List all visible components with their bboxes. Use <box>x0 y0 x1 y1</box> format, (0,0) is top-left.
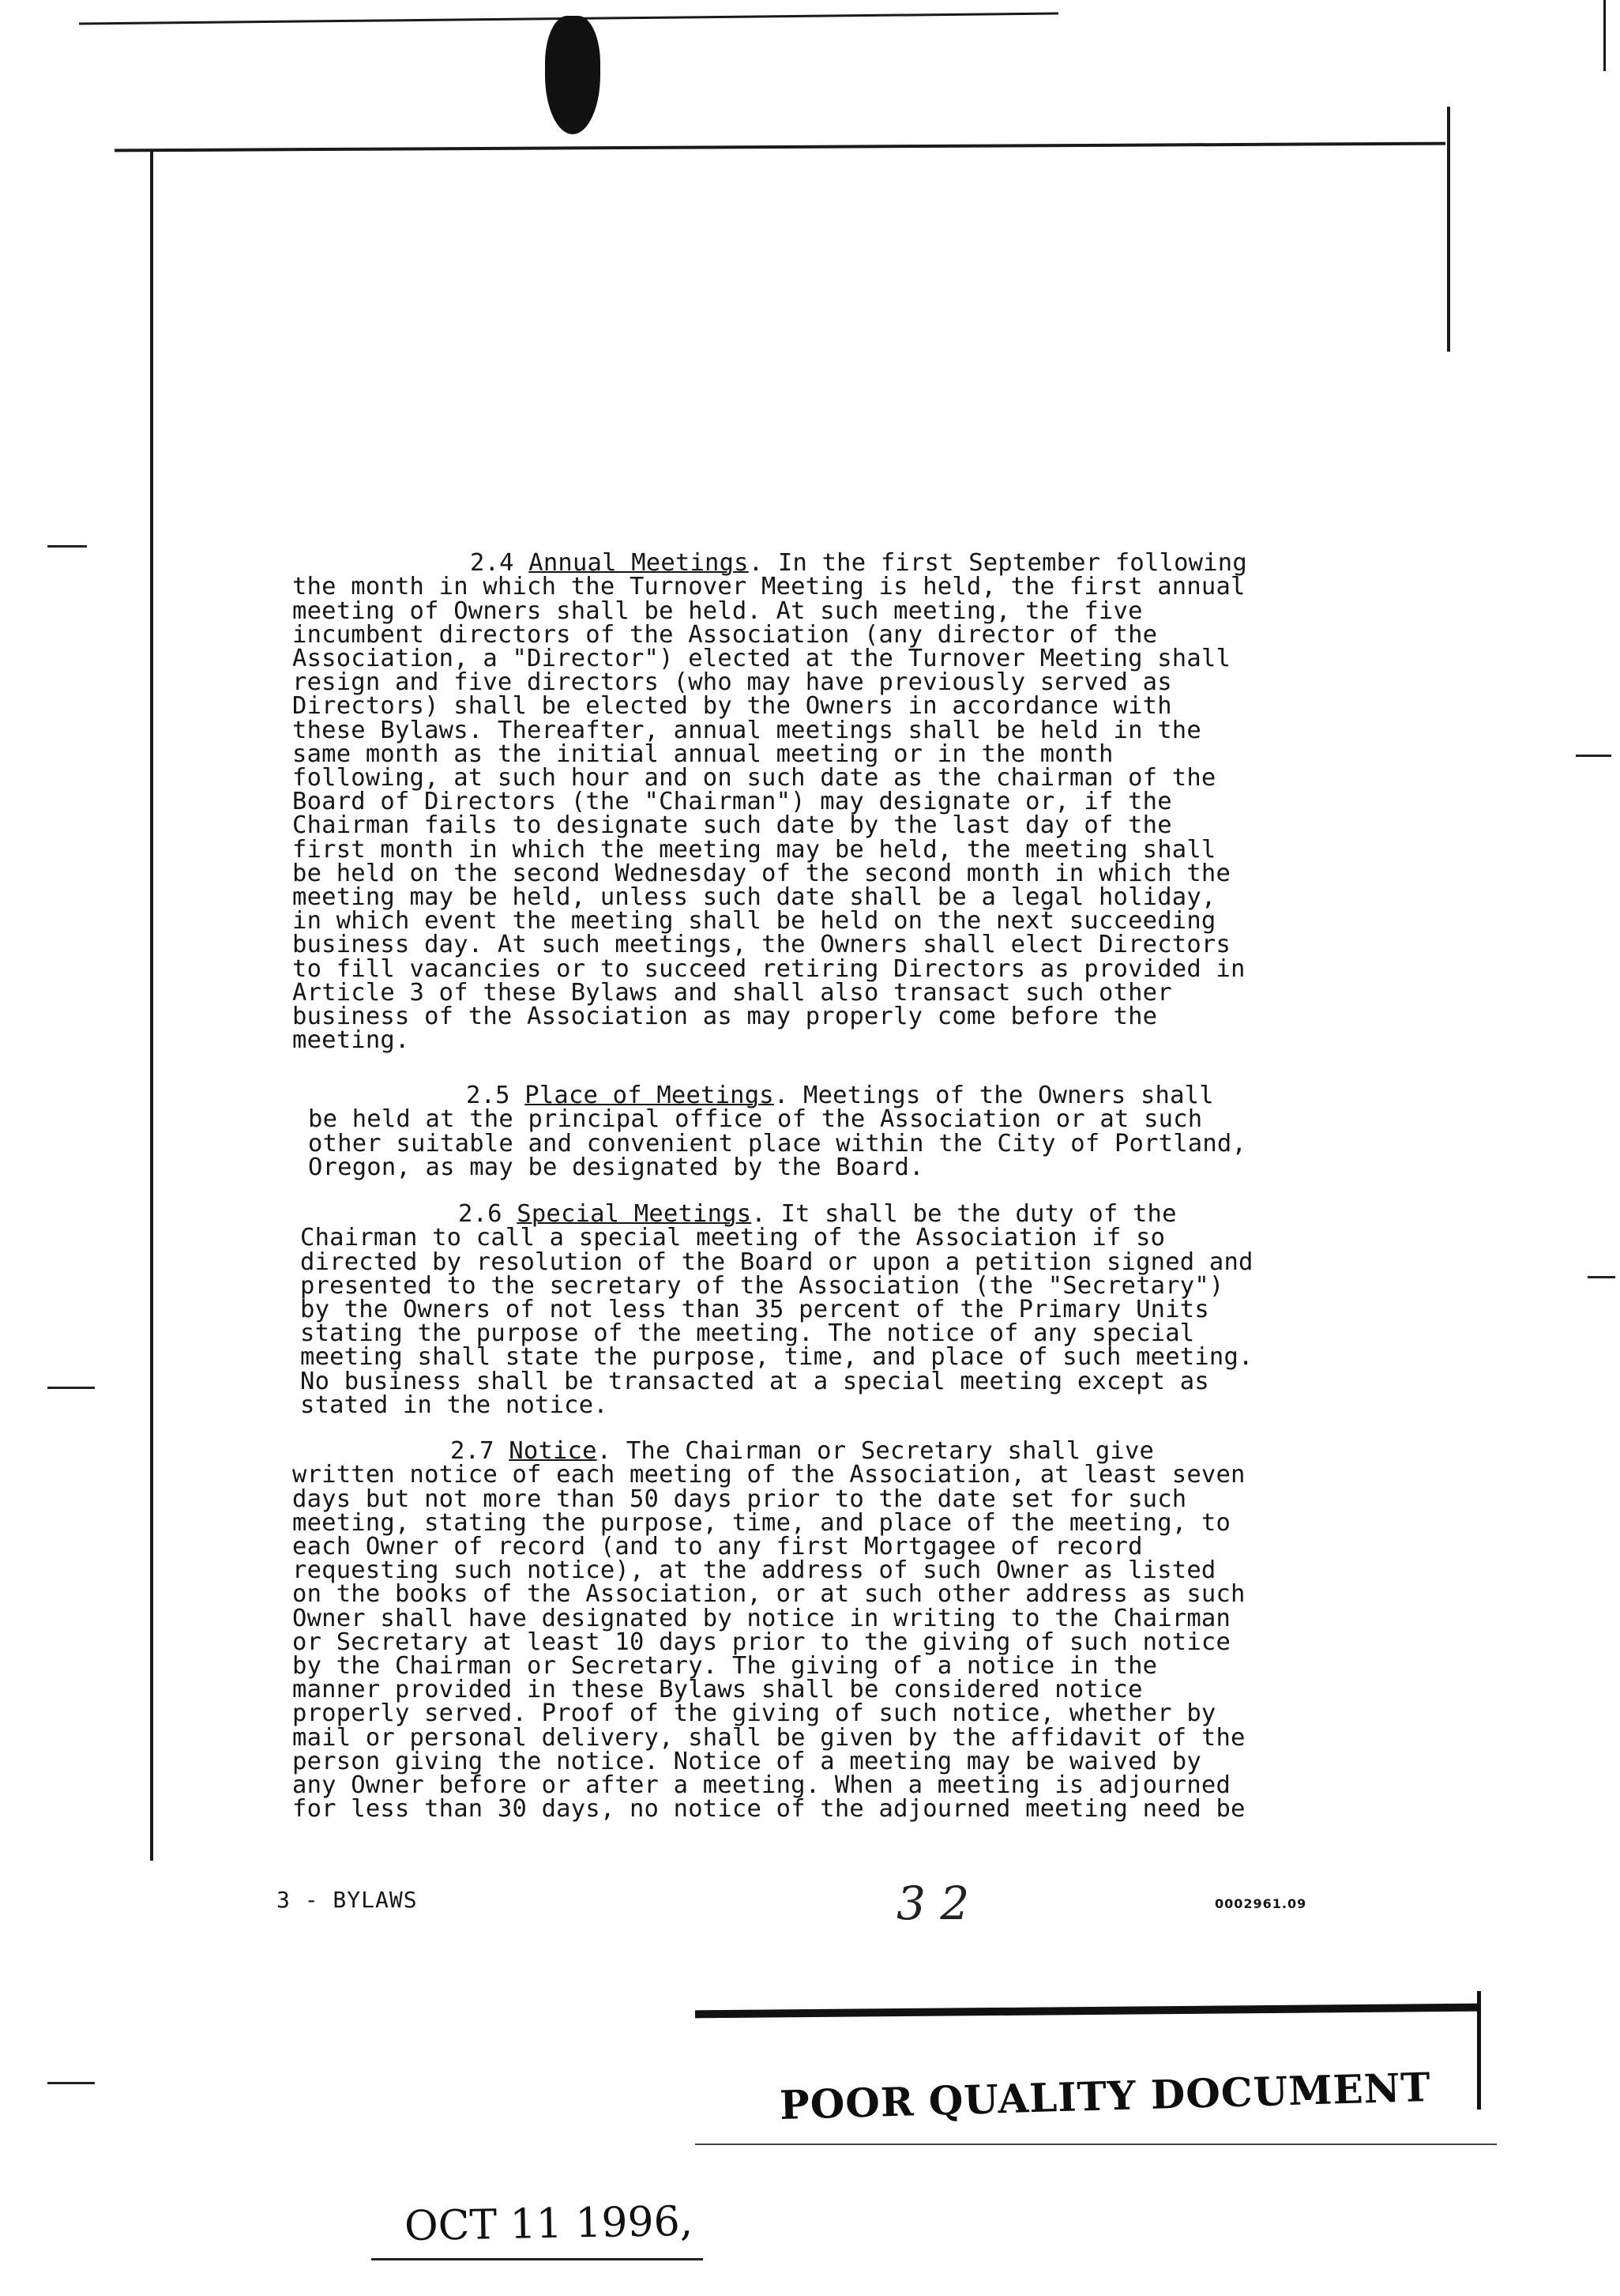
section-title: Special Meetings <box>517 1200 752 1229</box>
margin-mark <box>1588 1276 1615 1278</box>
section-2-5: 2.5 Place of Meetings. Meetings of the Owners shall be held at the principal office of the Association or at such other suitable and convenient place within the City of Portland, Oregon, as may be designated by the Board. <box>308 1082 1247 1181</box>
section-title: Annual Meetings <box>528 549 749 578</box>
section-2-6: 2.6 Special Meetings. It shall be the duty of the Chairman to call a special meeting of the Association if so directed by resolution of the Board or upon a petition signed and presented to the secretary of the Association (the "Secretary") by the Owners of not less than 35 percent of the Primary Units stating the purpose of the meeting. The notice of any special meeting shall state the purpose, time, and place of such meeting. No business shall be transacted at a special meeting except as stated in the notice. <box>300 1200 1254 1419</box>
section-number: 2.6 <box>458 1200 502 1229</box>
margin-mark <box>47 545 87 548</box>
document-code: 0002961.09 <box>1215 1896 1307 1911</box>
section-title: Notice <box>509 1437 597 1466</box>
scan-border-right-edge <box>1603 0 1606 71</box>
scan-border-left <box>150 150 153 1861</box>
scan-border-top <box>115 142 1445 152</box>
section-body: Meetings of the Owners shall be held at the principal office of the Association or at such other suitable and convenient place within the City of Portland, Oregon, as may be designated by the Board. <box>308 1082 1247 1181</box>
section-number: 2.4 <box>470 549 514 578</box>
stamp-underline <box>695 2144 1497 2145</box>
section-number: 2.5 <box>466 1082 510 1110</box>
stamp-edge <box>1477 1991 1481 2110</box>
date-underline <box>371 2258 703 2260</box>
footer-page-label: 3 - BYLAWS <box>276 1887 418 1913</box>
section-body: In the first September following the month in which the Turnover Meeting is held, the first annual meeting of Owners shall be held. At such meeting, the five incumbent directors of the Association (any director of the Association, a "Director") elected at the Turnover Meeting shall resign and five directors (who may have previously served as Directors) shall be elected by the Owners in accordance with these Bylaws. Thereafter, annual meetings shall be held in the same month as the initial annual meeting or in the month following, at such hour and on such date as the chairman of the Board of Directors (the "Chairman") may designate or, if the Chairman fails to designate such date by the last day of the first month in which the meeting may be held, the meeting shall be held on the second Wednesday of the second month in which the meeting may be held, unless such date shall be a legal holiday, in which event the meeting shall be held on the next succeeding business day. At such meetings, the Owners shall elect Directors to fill vacancies or to succeed retiring Directors as provided in Article 3 of these Bylaws and shall also transact such other business of the Association as may properly come before the meeting. <box>292 549 1247 1055</box>
scan-border-right <box>1447 107 1450 352</box>
section-body: The Chairman or Secretary shall give written notice of each meeting of the Association, at least seven days but not more than 50 days prior to the date set for such meeting, stating the purpose, time, and place of the meeting, to each Owner of record (and to any first Mortgagee of record requesting such notice), at the address of such Owner as listed on the books of the Association, or at such other address as such Owner shall have designated by notice in writing to the Chairman or Secretary at least 10 days prior to the giving of such notice by the Chairman or Secretary. The giving of a notice in the manner provided in these Bylaws shall be considered notice properly served. Proof of the giving of such notice, whether by mail or personal delivery, shall be given by the affidavit of the person giving the notice. Notice of a meeting may be waived by any Owner before or after a meeting. When a meeting is adjourned for less than 30 days, no notice of the adjourned meeting need be <box>292 1437 1246 1824</box>
handwritten-page-number: 3 2 <box>896 1876 970 1930</box>
section-2-4: 2.4 Annual Meetings. In the first September following the month in which the Turnover Meeting is held, the first annual meeting of Owners shall be held. At such meeting, the five incumbent directors of the Association (any director of the Association, a "Director") elected at the Turnover Meeting shall resign and five directors (who may have previously served as Directors) shall be elected by the Owners in accordance with these Bylaws. Thereafter, annual meetings shall be held in the same month as the initial annual meeting or in the month following, at such hour and on such date as the chairman of the Board of Directors (the "Chairman") may designate or, if the Chairman fails to designate such date by the last day of the first month in which the meeting may be held, the meeting shall be held on the second Wednesday of the second month in which the meeting may be held, unless such date shall be a legal holiday, in which event the meeting shall be held on the next succeeding business day. At such meetings, the Owners shall elect Directors to fill vacancies or to succeed retiring Directors as provided in Article 3 of these Bylaws and shall also transact such other business of the Association as may properly come before the meeting. <box>292 549 1247 1055</box>
section-title: Place of Meetings <box>524 1082 774 1110</box>
date-stamp: OCT 11 1996, <box>404 2197 693 2251</box>
section-number: 2.7 <box>450 1437 494 1466</box>
poor-quality-stamp <box>695 1991 1497 2153</box>
margin-mark <box>1576 755 1611 757</box>
stamp-text: POOR QUALITY DOCUMENT <box>779 2063 1432 2129</box>
section-body: It shall be the duty of the Chairman to call a special meeting of the Association if so directed by resolution of the Board or upon a petition signed and presented to the secretary of the Association (the "Secretary") by the Owners of not less than 35 percent of the Primary Units stating the purpose of the meeting. The notice of any special meeting shall state the purpose, time, and place of such meeting. No business shall be transacted at a special meeting except as stated in the notice. <box>300 1200 1254 1419</box>
margin-mark <box>47 1387 95 1389</box>
toner-smudge <box>545 16 600 134</box>
margin-mark <box>47 2082 95 2084</box>
stamp-bar <box>695 2004 1481 2019</box>
section-2-7: 2.7 Notice. The Chairman or Secretary shall give written notice of each meeting of the Association, at least seven days but not more than 50 days prior to the date set for such meeting, stating the purpose, time, and place of the meeting, to each Owner of record (and to any first Mortgagee of record requesting such notice), at the address of such Owner as listed on the books of the Association, or at such other address as such Owner shall have designated by notice in writing to the Chairman or Secretary at least 10 days prior to the giving of such notice by the Chairman or Secretary. The giving of a notice in the manner provided in these Bylaws shall be considered notice properly served. Proof of the giving of such notice, whether by mail or personal delivery, shall be given by the affidavit of the person giving the notice. Notice of a meeting may be waived by any Owner before or after a meeting. When a meeting is adjourned for less than 30 days, no notice of the adjourned meeting need be <box>292 1437 1246 1824</box>
